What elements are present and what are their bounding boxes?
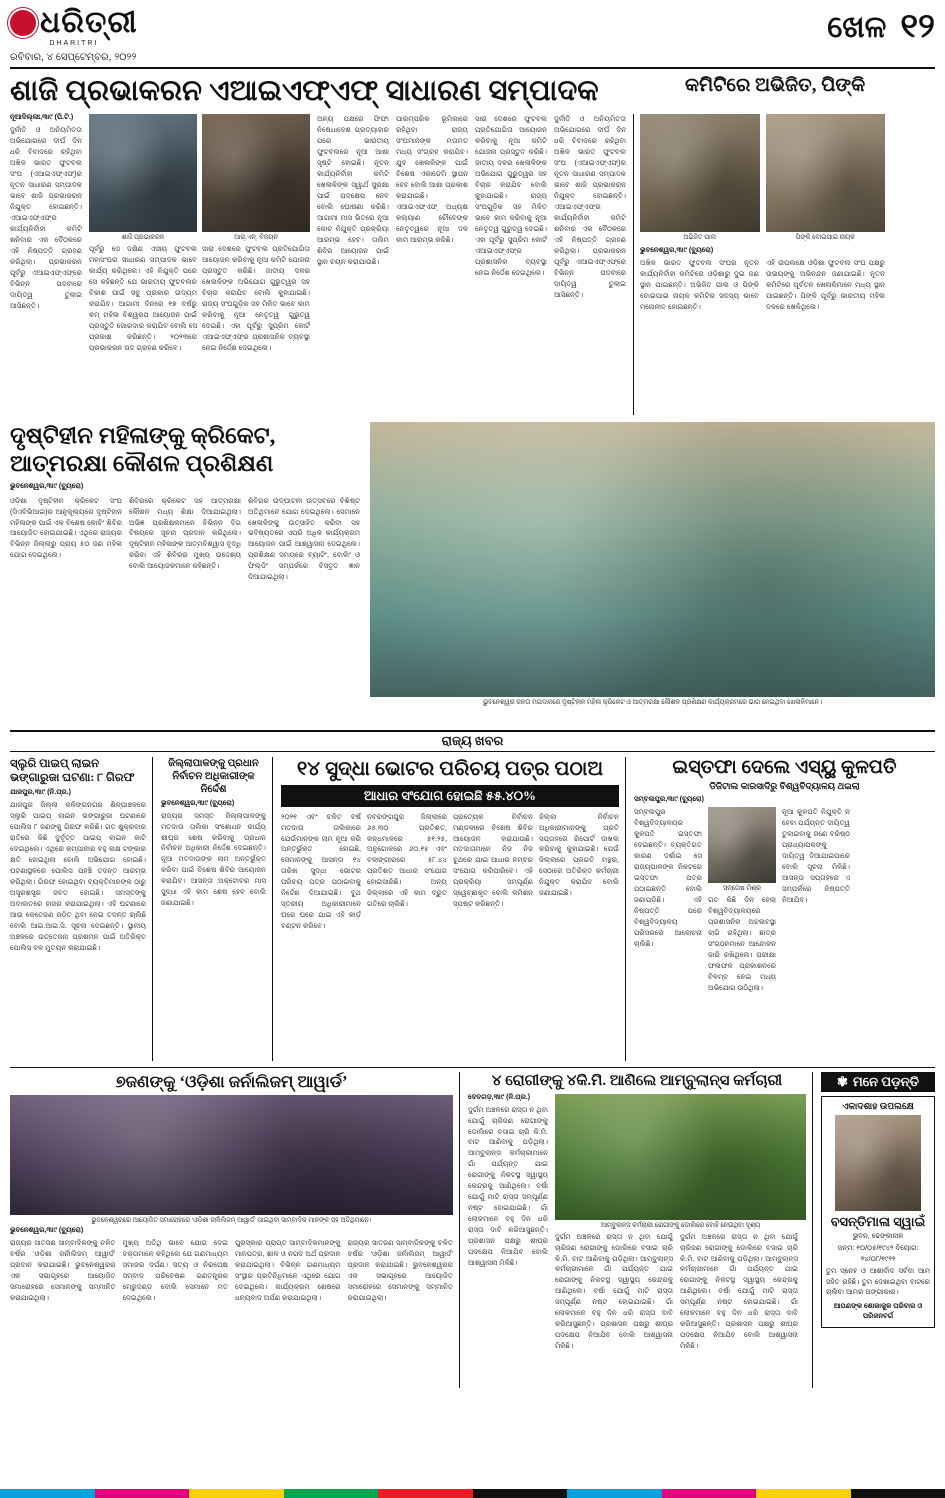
vc-resign-story — [634, 757, 935, 1061]
logo-subtitle: DHARITRI — [49, 40, 99, 47]
ambulance-headline: ୪ ରୋଗୀଙ୍କୁ ୪କି.ମି. ଆଣିଲେ ଆମ୍ବୁଲାନ୍ସ କର୍ମଚାରୀ — [491, 1072, 783, 1089]
cricket-text-2: ଶିବିରର ଉଦ୍‌ଘାଟନୀ ଉତ୍ସବରେ ବିଶିଷ୍ଟ ଅତିଥିମାନେ ଯୋଗ ଦେଇଥିଲେ। ସେମାନେ ଖେଳାଳିଙ୍କୁ ଉତ୍ସାହିତ କରିବା ସହ ଭବିଷ୍ୟତରେ ଏପରି ଅଧିକ କାର୍ଯ୍ୟକ୍ରମ ଆୟୋଜନ ପାଇଁ ଆଶ୍ୱାସନା ଦେଇଥିଲେ। ପ୍ରଶିକ୍ଷଣ ସମୟରେ ବ୍ୟାଟିଂ, ବୋଲିଂ ଓ ଫିଲ୍ଡିଂ ସମ୍ପର୍କରେ ବିସ୍ତୃତ ଜ୍ଞାନ ଦିଆଯାଇଥିଲା। — [248, 496, 360, 582]
photo-caption-2: ଆର୍‌.ଏନ୍‌. ବିଜୟନ — [234, 234, 278, 242]
collector-byline: ଭୁବନେଶ୍ୱର,୩ା୯ (ବ୍ୟୁରୋ) — [161, 799, 235, 807]
obit-place: ଭୁବନ, ଢେଙ୍କାନାଳ — [852, 1232, 904, 1240]
slurry-byline: ଯାଜପୁର,୩ା୯ (ନି.ପ୍ର.) — [10, 789, 72, 797]
voter-text-1: ନବରଙ୍ଗପୁର ଜିଲ୍ଲାରେ ୬୫.୩୦ ପ୍ରତିଶତ, କନ୍ଧମାଳରେ ୫୧.୨୫, ଅନୁଗୋଳରେ ୬୦.୧୫ ଏବଂ ବଲାଙ୍ଗୀରରେ ୫୮.୪୪ ପ୍ରତିଶତ ଆଧାର ସଂଯୋଗ ହୋଇସାରିଛି। ଅନ୍ୟ ଜିଲ୍ଲାରେ ଏହି କାମ ଦ୍ରୁତ ଗତିରେ ଚାଲିଛି। — [367, 812, 447, 909]
obit-from: ଆପଣଙ୍କ ଶୋକାକୁଳ ପରିବାର ଓ ପରିଜନବର୍ଗ — [833, 1302, 923, 1321]
ambulance-photo-caption: ଆମ୍ବୁଲାନ୍ସ କର୍ମଚାରୀ ରୋଗୀଙ୍କୁ ଡୋଲିରେ ବୋହି ନେଉଥିବା ଦୃଶ୍ୟ — [600, 1221, 761, 1229]
committee-caption-2: ପିଙ୍କି ବୋଇପାଇ ନାୟକ — [795, 234, 855, 242]
ambulance-text-1: ଦୁର୍ଗମ ଅଞ୍ଚଳରେ ରାସ୍ତା ନ ଥିବା ଯୋଗୁଁ ଚାରିଜଣ ରୋଗୀଙ୍କୁ ଡୋଲିରେ ବସାଇ ଚାରି କି.ମି. ବାଟ ଆଣିବାକୁ ପଡ଼ିଥିଲା। ଆମ୍ବୁଲାନ୍ସ କର୍ମଚାରୀମାନେ ଗାଁ ପର୍ଯ୍ୟନ୍ତ ଯାଇ ରୋଗୀଙ୍କୁ ନିକଟସ୍ଥ ସ୍ୱାସ୍ଥ୍ୟ କେନ୍ଦ୍ରକୁ ଆଣିଥିଲେ। ବର୍ଷା ଯୋଗୁଁ ମାଟି ରାସ୍ତା ସମ୍ପୂର୍ଣ୍ଣ ନଷ୍ଟ ହୋଇଯାଇଛି। ଗାଁ ଲୋକମାନେ ବହୁ ଦିନ ଧରି ରାସ୍ତା ଦାବି କରିଆସୁଛନ୍ତି। ପ୍ରଶାସନ ପକ୍ଷରୁ ଶୀଘ୍ର ପଦକ୍ଷେପ ନିଆଯିବ ବୋଲି ଆଶ୍ୱାସନା ମିଳିଛି। — [555, 1232, 673, 1351]
dateline: ରବିବାର, ୪ ସେପ୍ଟେମ୍ବର, ୨୦୨୨ — [10, 52, 137, 63]
committee-text-0: ଅଖିଳ ଭାରତ ଫୁଟବଲ ସଂଘର ନୂତନ କାର୍ଯ୍ୟନିର୍ବାହୀ କମିଟିରେ ଓଡ଼ିଶାରୁ ଦୁଇ ଜଣ ସ୍ଥାନ ପାଇଛନ୍ତି। ଅଭିଜିତ ପାଲ ଓ ପିଙ୍କି ବୋଇପାଇ ନାୟକ କମିଟିର ସଦସ୍ୟ ଭାବେ ମନୋନୀତ ହୋଇଛନ୍ତି। — [640, 259, 759, 312]
top-photo-2-wrap — [202, 114, 310, 415]
photo-abhijit-pal — [640, 114, 760, 232]
registration-color-bar — [0, 1489, 945, 1498]
vc-photo-caption: ସନ୍ତୋଷ ମିଶ୍ର — [723, 885, 761, 893]
voter-text-2: ପ୍ରତ୍ୟେକ ନିର୍ବାଚନ ମଣ୍ଡଳୀରେ ବିଶେଷ ଶିବିର ଆୟୋଜନ କରାଯାଉଛି। ମତଦାତାମାନେ ନିଜ ନିଜ ବୁଥରେ ଯାଇ ଆଧାର ନମ୍ବର ସଂଯୋଗ କରିପାରିବେ। ଏହି ପ୍ରକ୍ରିୟା ସମ୍ପୂର୍ଣ୍ଣ ସ୍ୱେଚ୍ଛାକୃତ ବୋଲି କମିଶନ ସ୍ପଷ୍ଟ କରିଛନ୍ତି। — [453, 812, 533, 909]
vc-text-2: ନୂଆ କୁଳପତି ନିଯୁକ୍ତି ନ ହେବା ପର୍ଯ୍ୟନ୍ତ ଦାୟିତ୍ୱ ତୁଲାଇବାକୁ ଜଣେ ବରିଷ୍ଠ ପ୍ରାଧ୍ୟାପକଙ୍କୁ ଦାୟିତ୍ୱ ଦିଆଯାଇପାରେ ବୋଲି ସୂଚନା ମିଳିଛି। ଆସନ୍ତା ସପ୍ତାହରେ ଏ ସମ୍ପର୍କରେ ନିଷ୍ପତ୍ତି ନିଆଯିବ। — [782, 808, 850, 905]
vc-text-1: ଗତ କିଛି ଦିନ ହେଲା ବିଶ୍ୱବିଦ୍ୟାଳୟରେ ପ୍ରଶାସନିକ ଅଚଳାବସ୍ଥା ଲାଗି ରହିଥିଲା। ଛାତ୍ର ସଂଗଠନମାନେ ଆନ୍ଦୋଳନ ଜାରି ରଖିଥିଲେ। ପରୀକ୍ଷା ଫଳାଫଳ ପ୍ରକାଶନରେ ବିଳମ୍ବ ନେଇ ମଧ୍ୟ ଅଭିଯୋଗ ଉଠିଥିଲା। — [708, 896, 776, 993]
vc-text-0: ସମ୍ବଲପୁର ବିଶ୍ୱବିଦ୍ୟାଳୟର କୁଳପତି ଇସ୍ତଫା ଦେଇଛନ୍ତି। ବ୍ୟକ୍ତିଗତ କାରଣ ଦର୍ଶାଇ ସେ ରାଜ୍ୟପାଳଙ୍କ ନିକଟରେ ଇସ୍ତଫା ପତ୍ର ପଠାଇଛନ୍ତି ବୋଲି ଜଣାପଡ଼ିଛି। ଏହି ନିଷ୍ପତ୍ତି ପରେ ବିଶ୍ୱବିଦ୍ୟାଳୟ ପରିସରରେ ଆଲୋଚନା ଚାଲିଛି। — [634, 808, 702, 949]
section-name: ଖେଳ — [827, 11, 887, 44]
mane-padanti-label: ମନେ ପଡ଼ନ୍ତି — [852, 1073, 919, 1089]
obit-verse: ତୁମ ସ୍ନେହ ଓ ଆଶୀର୍ବାଦ ସର୍ବଦା ଆମ ସହିତ ରହିଛି। ତୁମ ଦେଖାଇଥିବା ବାଟରେ ଚାଲିବା ଆମର ଅଙ୍ଗୀକାର। — [826, 1268, 930, 1297]
top-story-area — [10, 114, 935, 415]
vc-resign-headline: ଇସ୍ତଫା ଦେଲେ ଏସ୍‌ୟୁ କୁଳପତି — [672, 756, 897, 778]
photo-pinky-bipai-nayak — [766, 114, 886, 232]
award-text-3: ରାଜ୍ୟର ସାତଜଣ ସାମ୍ବାଦିକଙ୍କୁ ଚଳିତ ବର୍ଷର ‘ଓଡ଼ିଶା ଜର୍ନାଲିଜମ୍ ଆୱାର୍ଡ’ ପ୍ରଦାନ କରାଯାଇଛି। ଭୁବନେଶ୍ୱରର ଏକ ସଭାଗୃହରେ ଆୟୋଜିତ ସମାରୋହରେ ସେମାନଙ୍କୁ ସମ୍ମାନିତ କରାଯାଇଥିଲା। — [347, 1239, 453, 1303]
photo-rn-bijayan — [202, 114, 310, 232]
committee-byline: ଭୁବନେଶ୍ୱର,୩ା୯ (ବ୍ୟୁରୋ) — [640, 247, 714, 255]
cricket-text-1: ଶିବିରରେ କ୍ରିକେଟ ସହ ଆତ୍ମରକ୍ଷା କୌଶଳ ମଧ୍ୟ ଶିକ୍ଷା ଦିଆଯାଇଥିଲା। ଅଭିଜ୍ଞ ପ୍ରଶିକ୍ଷକମାନେ ବିଭିନ୍ନ ଦିଗ ବିଷୟରେ ସୂଚନା ପ୍ରଦାନ କରିଥିଲେ। ଦୃଷ୍ଟିହୀନ ମହିଳାଙ୍କ ଆତ୍ମବିଶ୍ୱାସ ବୃଦ୍ଧି କରିବା ଏହି ଶିବିରର ମୁଖ୍ୟ ଉଦ୍ଦେଶ୍ୟ ବୋଲି ଆୟୋଜକମାନେ କହିଛନ୍ତି। — [129, 496, 241, 571]
top-photo-pair — [89, 114, 310, 415]
ambulance-text-2: ଦୁର୍ଗମ ଅଞ୍ଚଳରେ ରାସ୍ତା ନ ଥିବା ଯୋଗୁଁ ଚାରିଜଣ ରୋଗୀଙ୍କୁ ଡୋଲିରେ ବସାଇ ଚାରି କି.ମି. ବାଟ ଆଣିବାକୁ ପଡ଼ିଥିଲା। ଆମ୍ବୁଲାନ୍ସ କର୍ମଚାରୀମାନେ ଗାଁ ପର୍ଯ୍ୟନ୍ତ ଯାଇ ରୋଗୀଙ୍କୁ ନିକଟସ୍ଥ ସ୍ୱାସ୍ଥ୍ୟ କେନ୍ଦ୍ରକୁ ଆଣିଥିଲେ। ବର୍ଷା ଯୋଗୁଁ ମାଟି ରାସ୍ତା ସମ୍ପୂର୍ଣ୍ଣ ନଷ୍ଟ ହୋଇଯାଇଛି। ଗାଁ ଲୋକମାନେ ବହୁ ଦିନ ଧରି ରାସ୍ତା ଦାବି କରିଆସୁଛନ୍ତି। ପ୍ରଶାସନ ପକ୍ଷରୁ ଶୀଘ୍ର ପଦକ୍ଷେପ ନିଆଯିବ ବୋଲି ଆଶ୍ୱାସନା ମିଳିଛି। — [680, 1232, 798, 1351]
voter-id-headline: ୧୪ ସୁଦ୍ଧା ଭୋଟର ପରିଚୟ ପତ୍ର ପଠାଅ — [296, 757, 604, 780]
cricket-story — [10, 422, 935, 723]
voter-id-columns — [281, 812, 619, 1027]
cricket-photo-caption: ଭୁବନେଶ୍ୱର ଜନତା ମଇଦାନରେ ଦୃଷ୍ଟିହୀନ ମହିଳା କ୍ରିକେଟ ଓ ଆତ୍ମରକ୍ଷା କୌଶଳ ପ୍ରଶିକ୍ଷଣ କାର୍ଯ୍ୟକ୍ରମରେ ଭାଗ ନେଇଥିବା ଖେଳାଳିମାନେ। — [483, 699, 822, 707]
logo-title: ଧରିତ୍ରୀ — [40, 6, 138, 39]
cricket-columns — [10, 496, 362, 724]
logo — [10, 8, 138, 63]
vc-resign-byline: ସମ୍ବଲପୁର,୩ା୯ (ବ୍ୟୁରୋ) — [634, 796, 704, 804]
award-text-1: ମୁଖ୍ୟ ଅତିଥି ଭାବେ ଯୋଗ ଦେଇ ବକ୍ତାମାନେ କହିଥିଲେ ଯେ ଗଣମାଧ୍ୟମ ସମାଜର ଦର୍ପଣ। ସତ୍ୟ ଓ ନିରପେକ୍ଷ ସମ୍ବାଦ ପରିବେଷଣ ଗଣତନ୍ତ୍ରର ମେରୁଦଣ୍ଡ ବୋଲି ସେମାନେ ମତ ଦେଇଥିଲେ। — [122, 1239, 228, 1303]
obituary-card — [821, 1096, 935, 1328]
collector-text: ରାଜ୍ୟର ସମସ୍ତ ଜିଲ୍ଲାପାଳଙ୍କୁ ମତଦାତା ତାଲିକା ସଂଶୋଧନ କାର୍ଯ୍ୟ ଶୀଘ୍ର ଶେଷ କରିବାକୁ ପ୍ରଧାନ ନିର୍ବାଚନ ଅଧିକାରୀ ନିର୍ଦ୍ଦେଶ ଦେଇଛନ୍ତି। ନୂଆ ମତଦାତାଙ୍କ ନାମ ଅନ୍ତର୍ଭୁକ୍ତ କରିବା ପାଇଁ ବିଶେଷ ଶିବିର ଆୟୋଜନ କରାଯିବ। ଆସନ୍ତା ଅକ୍ଟୋବର ମାସ ସୁଦ୍ଧା ଏହି କାମ ଶେଷ ହେବ ବୋଲି ଜଣାଯାଇଛି। — [161, 811, 266, 908]
slurry-story — [10, 757, 153, 1061]
slurry-headline: ସ୍ଲୁରି ପାଇପ୍‌ ଲାଇନ ଭଙ୍ଗାରୁଜା ଘଟଣା: ୮ ଗିରଫ — [10, 757, 135, 784]
photo-deceased — [835, 1115, 921, 1211]
cricket-headline: ଦୃଷ୍ଟିହୀନ ମହିଳାଙ୍କୁ କ୍ରିକେଟ, ଆତ୍ମରକ୍ଷା କୌଶଳ ପ୍ରଶିକ୍ଷଣ — [10, 423, 276, 476]
top-col-0 — [10, 114, 82, 415]
top-col-5 — [475, 114, 547, 415]
committee-story — [633, 114, 885, 415]
top-text-0: ଦୁର୍ନୀତି ଓ ଅନିୟମିତତା ଅଭିଯୋଗରେ ଦୀର୍ଘ ଦିନ ଧରି ବିବାଦରେ ରହିଥିବା ଅଖିଳ ଭାରତ ଫୁଟବଲ ସଂଘ (ଏଆଇଏଫ୍‌ଏଫ୍‌)ର ନୂତନ ସାଧାରଣ ସମ୍ପାଦକ ଭାବେ ଶାଜି ପ୍ରଭାକରନ ନିଯୁକ୍ତ ହୋଇଛନ୍ତି। ଏଆଇଏଫ୍‌ଏଫ୍‌ର କାର୍ଯ୍ୟନିର୍ବାହୀ କମିଟି ଶନିବାର ଏକ ବୈଠକରେ ଏହି ନିଷ୍ପତ୍ତି ଗ୍ରହଣ କରିଥିଲା। ପ୍ରଭାକରନ ପୂର୍ବରୁ ଏଆଇଏଫ୍‌ଏଫ୍‌ରେ ବିଭିନ୍ନ ପଦବୀରେ ଦାୟିତ୍ୱ ତୁଲାଇ ଆସିଛନ୍ତି। — [10, 126, 82, 311]
award-photo-caption: ଭୁବନେଶ୍ୱରରେ ଆୟୋଜିତ ସମାରୋହରେ ‘ଓଡ଼ିଶା ଜର୍ନାଲିଜମ୍ ଆୱାର୍ଡ’ ପାଇଥିବା ସାମ୍ବାଦିକ ମାନଙ୍କ ସହ ଅତିଥିମାନେ। — [91, 1217, 372, 1225]
voter-text-0: ୨୦୨୧ ଏବଂ ଚଳିତ ବର୍ଷ ମତଦାତା ତାଲିକାରେ ଯେଉଁମାନଙ୍କ ନାମ ନୂଆ କରି ଅନ୍ତର୍ଭୁକ୍ତ ହୋଇଛି, ସେମାନଙ୍କୁ ଆସନ୍ତା ୧୪ ତାରିଖ ସୁଦ୍ଧା ଭୋଟର ପରିଚୟ ପତ୍ର ପଠାଇବାକୁ ନିର୍ଦ୍ଦେଶ ଦିଆଯାଇଛି। ବୁଥ ସ୍ତରୀୟ ଅଧିକାରୀମାନେ ଘରେ ଘରେ ଯାଇ ଏହି କାର୍ଡ଼ ବଣ୍ଟନ କରିବେ। — [281, 812, 361, 931]
vc-resign-subhead: ଡିଜିଟାଲ କାରସାଦିରୁ ବିଶ୍ୱବିଦ୍ୟାଳୟ ଥଇଲା — [709, 781, 860, 792]
sun-icon — [10, 10, 36, 36]
ambulance-byline: ଦେବଗଡ଼,୩ା୯ (ନି.ପ୍ର.) — [468, 1093, 531, 1101]
award-byline: ଭୁବନେଶ୍ୱର,୩ା୯ (ବ୍ୟୁରୋ) — [10, 1227, 84, 1235]
top-col-6 — [554, 114, 626, 415]
top-col-4 — [396, 114, 468, 415]
cricket-left — [10, 422, 362, 723]
top-story-headline: ଶାଜି ପ୍ରଭାକରନ ଏଆଇଏଫ୍‌ଏଫ୍‌ ସାଧାରଣ ସମ୍ପାଦକ — [10, 75, 599, 107]
slurry-text: ଯାଜପୁର ଜିଲ୍ଲା କଳିଙ୍ଗନଗର ଶିଳ୍ପାଞ୍ଚଳରେ ସ୍ଲୁରି ପାଇପ୍‌ ଲାଇନ ଭଙ୍ଗାରୁଜା ଘଟଣାରେ ପୋଲିସ ୮ ଜଣଙ୍କୁ ଗିରଫ କରିଛି। ଗତ ଶୁକ୍ରବାର ରାତିରେ କିଛି ଦୁର୍ବୃତ୍ତ ପାଇପ୍‌ ଲାଇନ କାଟି ଦେଇଥିଲେ। ଏଥିରେ କମ୍ପାନୀର ବହୁ ଲକ୍ଷ ଟଙ୍କାର କ୍ଷତି ହୋଇଥିଲା ବୋଲି ଅଭିଯୋଗ ହୋଇଛି। ଘଟଣାସ୍ଥଳରେ ପୋଲିସ ପହଞ୍ଚି ତଦନ୍ତ ଆରମ୍ଭ କରିଥିଲା। ଗିରଫ ହୋଇଥିବା ବ୍ୟକ୍ତିମାନଙ୍କ ଠାରୁ ଅସ୍ତ୍ରଶସ୍ତ୍ର ଜବତ ହୋଇଛି। ସମସ୍ତଙ୍କୁ ଅଦାଲତରେ ହାଜର କରାଯାଇଥିଲା। ଏହି ଘଟଣାରେ ଆଉ କେତେଜଣ ଜଡ଼ିତ ଥିବା ନେଇ ତଦନ୍ତ ଚାଲିଛି ବୋଲି ଆଇ.ଆଇ.ସି. ସୂଚନା ଦେଇଛନ୍ତି। ସ୍ଥାନୀୟ ଅଞ୍ଚଳରେ ଉତ୍ତେଜନା ପ୍ରଶମନ ପାଇଁ ଅତିରିକ୍ତ ପୋଲିସ ବଳ ମୁତୟନ କରାଯାଇଛି। — [10, 801, 146, 953]
collector-directive-story — [161, 757, 273, 1061]
committee-caption-1: ଅଭିଜିତ ପାଲ — [683, 234, 717, 242]
journalism-award-story — [10, 1072, 460, 1389]
ambulance-text-0: ଦୁର୍ଗମ ଅଞ୍ଚଳରେ ରାସ୍ତା ନ ଥିବା ଯୋଗୁଁ ଚାରିଜଣ ରୋଗୀଙ୍କୁ ଡୋଲିରେ ବସାଇ ଚାରି କି.ମି. ବାଟ ଆଣିବାକୁ ପଡ଼ିଥିଲା। ଆମ୍ବୁଲାନ୍ସ କର୍ମଚାରୀମାନେ ଗାଁ ପର୍ଯ୍ୟନ୍ତ ଯାଇ ରୋଗୀଙ୍କୁ ନିକଟସ୍ଥ ସ୍ୱାସ୍ଥ୍ୟ କେନ୍ଦ୍ରକୁ ଆଣିଥିଲେ। ବର୍ଷା ଯୋଗୁଁ ମାଟି ରାସ୍ତା ସମ୍ପୂର୍ଣ୍ଣ ନଷ୍ଟ ହୋଇଯାଇଛି। ଗାଁ ଲୋକମାନେ ବହୁ ଦିନ ଧରି ରାସ୍ତା ଦାବି କରିଆସୁଛନ୍ତି। ପ୍ରଶାସନ ପକ୍ଷରୁ ଶୀଘ୍ର ପଦକ୍ଷେପ ନିଆଯିବ ବୋଲି ଆଶ୍ୱାସନା ମିଳିଛି। — [468, 1105, 548, 1268]
cricket-byline: ଭୁବନେଶ୍ୱର,୩ା୯ (ବ୍ୟୁରୋ) — [10, 482, 84, 490]
committee-photos — [640, 114, 885, 244]
obituary-column — [821, 1072, 935, 1389]
photo-santosh-mishra — [708, 807, 776, 883]
photo-caption-1: ଶାଜି ପ୍ରଭାକରନ — [121, 234, 165, 242]
top-text-3: ଅନ୍ୟ ପକ୍ଷରେ ଫିଫା ନିଷେଧାଦେଶ ପ୍ରତ୍ୟାହାର ପରେ ଭାରତୀୟ ଫୁଟବଲରେ ନୂଆ ଆଶା ସୃଷ୍ଟି ହୋଇଛି। ନୂତନ କାର୍ଯ୍ୟନିର୍ବାହୀ କମିଟି ଖେଳାଳିଙ୍କ ସ୍ୱାର୍ଥ ସୁରକ୍ଷା ପାଇଁ ପଦକ୍ଷେପ ନେବ ବୋଲି ଘୋଷଣା କରିଛି। ଆଗାମୀ ମାସ ଭିତରେ ନୂଆ କୋଚ ନିଯୁକ୍ତି ପ୍ରକ୍ରିୟା ଆରମ୍ଭ ହେବ। ତାଲିମ ଶିବିର ଆୟୋଜନ ପାଇଁ ସ୍ଥାନ ଚୟନ କରାଯାଉଛି। — [317, 115, 389, 267]
top-text-6: ଦୁର୍ନୀତି ଓ ଅନିୟମିତତା ଅଭିଯୋଗରେ ଦୀର୍ଘ ଦିନ ଧରି ବିବାଦରେ ରହିଥିବା ଅଖିଳ ଭାରତ ଫୁଟବଲ ସଂଘ (ଏଆଇଏଫ୍‌ଏଫ୍‌)ର ନୂତନ ସାଧାରଣ ସମ୍ପାଦକ ଭାବେ ଶାଜି ପ୍ରଭାକରନ ନିଯୁକ୍ତ ହୋଇଛନ୍ତି। ଏଆଇଏଫ୍‌ଏଫ୍‌ର କାର୍ଯ୍ୟନିର୍ବାହୀ କମିଟି ଶନିବାର ଏକ ବୈଠକରେ ଏହି ନିଷ୍ପତ୍ତି ଗ୍ରହଣ କରିଥିଲା। ପ୍ରଭାକରନ ପୂର୍ବରୁ ଏଆଇଏଫ୍‌ଏଫ୍‌ରେ ବିଭିନ୍ନ ପଦବୀରେ ଦାୟିତ୍ୱ ତୁଲାଇ ଆସିଛନ୍ତି। — [554, 115, 626, 300]
cricket-right — [370, 422, 935, 723]
committee-text-1: ଏହି ଉପଲକ୍ଷେ ଓଡ଼ିଶା ଫୁଟବଲ ସଂଘ ପକ୍ଷରୁ ଉଭୟଙ୍କୁ ଅଭିନନ୍ଦନ ଜଣାଯାଇଛି। ନୂତନ କମିଟିରେ ପୂର୍ବତନ ଖେଳାଳିମାନେ ମଧ୍ୟ ସ୍ଥାନ ପାଇଛନ୍ତି। ପିଙ୍କି ପୂର୍ବରୁ ଭାରତୀୟ ମହିଳା ଦଳରେ ଖେଳିଥିଲେ। — [766, 259, 885, 312]
state-news-section — [10, 757, 935, 1061]
page-number: ୧୨ — [900, 8, 935, 45]
top-text-2: ସାରା ଦେଶରେ ଫୁଟବଲ ପ୍ରତିଯୋଗିତା ଆୟୋଜନ କରିବାକୁ ନୂଆ କମିଟି ଯୋଜନା ପ୍ରସ୍ତୁତ କରିଛି। ଜାତୀୟ ଦଳର ଖେଳାଳିଙ୍କ ଅଭିଯୋଗ ଗୁରୁତ୍ୱର ସହ ବିଚାର କରାଯିବ ବୋଲି କୁହାଯାଇଛି। ରାଜ୍ୟ ସଂଘଗୁଡ଼ିକ ସହ ମିଳିତ ଭାବେ କାମ କରିବାକୁ ନୂଆ ନେତୃତ୍ୱ ଗୁରୁତ୍ୱ ଦେଇଛି। ଏହା ପୂର୍ବରୁ ସୁପ୍ରିମ କୋର୍ଟ ଏଆଇଏଫ୍‌ଏଫ୍‌ର ପ୍ରଶାସନିକ ବ୍ୟବସ୍ଥା ନେଇ ନିର୍ଦ୍ଦେଶ ଦେଇଥିଲେ। — [202, 245, 310, 353]
flower-icon: ✾ — [837, 1073, 848, 1089]
masthead — [10, 8, 935, 69]
committee-photo-1-wrap — [640, 114, 760, 244]
obit-occasion: ଏକାଦଶାହ ଉପଲକ୍ଷେ — [842, 1100, 914, 1111]
state-news-bar: ରାଜ୍ୟ ଖବର — [10, 730, 935, 752]
photo-award-ceremony — [10, 1095, 453, 1215]
photo-coaching-camp — [370, 422, 935, 697]
voter-id-story — [281, 757, 626, 1061]
photo-ambulance-staff — [555, 1094, 806, 1220]
top-col-3 — [317, 114, 389, 415]
award-text-2: ପୁରସ୍କାର ପ୍ରାପ୍ତ ସାମ୍ବାଦିକମାନଙ୍କୁ ମାନପତ୍ର, ଶାଳ ଓ ନଗଦ ଅର୍ଥ ପ୍ରଦାନ କରାଯାଇଥିଲା। ବିଭିନ୍ନ ଗଣମାଧ୍ୟମ ସଂସ୍ଥାର ପ୍ରତିନିଧିମାନେ ଏଥିରେ ଯୋଗ ଦେଇଥିଲେ। କାର୍ଯ୍ୟକ୍ରମ ଶେଷରେ ଧନ୍ୟବାଦ ଅର୍ପଣ କରାଯାଇଥିଲା। — [235, 1239, 341, 1303]
logo-mark — [10, 8, 138, 38]
award-text-0: ରାଜ୍ୟର ସାତଜଣ ସାମ୍ବାଦିକଙ୍କୁ ଚଳିତ ବର୍ଷର ‘ଓଡ଼ିଶା ଜର୍ନାଲିଜମ୍ ଆୱାର୍ଡ’ ପ୍ରଦାନ କରାଯାଇଛି। ଭୁବନେଶ୍ୱରର ଏକ ସଭାଗୃହରେ ଆୟୋଜିତ ସମାରୋହରେ ସେମାନଙ୍କୁ ସମ୍ମାନିତ କରାଯାଇଥିଲା। — [10, 1239, 116, 1303]
top-text-4: ପାରମ୍ପରିକ ଭୂମିକାରେ ରହିଥିବା ରାଜ୍ୟ ସଂଘମାନଙ୍କ ମତାମତ ମଧ୍ୟ ସଂଗ୍ରହ କରାଯିବ। ଯୁବ ଖେଳାଳିଙ୍କ ପାଇଁ ବିଶେଷ ଏକାଡେମି ସ୍ଥାପନ ହେବ ବୋଲି ଆଶା ପ୍ରକାଶ କରାଯାଇଛି। ଏଆଇଏଫ୍‌ଏଫ୍‌ ଅଧ୍ୟକ୍ଷ କଲ୍ୟାଣ ଚୌବେଙ୍କ ନେତୃତ୍ୱରେ ନୂଆ ଦଳ କାମ ଆରମ୍ଭ କରିଛି। — [396, 115, 468, 245]
photo-shaji-prabhakaran — [89, 114, 197, 232]
top-headline-row — [10, 75, 935, 108]
top-byline: ନୂଆଦିଲ୍ଲୀ,୩ା୯ (ପି.ଟି.) — [10, 114, 74, 122]
cricket-text-0: ଓଡ଼ିଶା ଦୃଷ୍ଟିହୀନ କ୍ରିକେଟ ସଂଘ (ସିଏବିଭିଆଇ)ର ଆନୁକୂଲ୍ୟରେ ଦୃଷ୍ଟିହୀନ ମହିଳାଙ୍କ ପାଇଁ ଏକ ବିଶେଷ କୋଚିଂ ଶିବିର ଆୟୋଜିତ ହୋଇଯାଇଛି। ଏଥିରେ ରାଜ୍ୟର ବିଭିନ୍ନ ଜିଲ୍ଲାରୁ ପ୍ରାୟ ୫୦ ଜଣ ମହିଳା ଯୋଗ ଦେଇଥିଲେ। — [10, 496, 122, 560]
obit-dates: ଜନ୍ମ: ୧୦/୦୫/୧୯୪୨ ବିୟୋଗ: ୨୪/୦୮/୧୯୨୨ — [837, 1245, 919, 1263]
committee-photo-2-wrap — [766, 114, 886, 244]
committee-headline: କମିଟିରେ ଅଭିଜିତ, ପିଙ୍କି — [685, 75, 866, 96]
award-headline: ୭ଜଣଙ୍କୁ ‘ଓଡ଼ିଶା ଜର୍ନାଲିଜମ୍‌ ଆୱାର୍ଡ’ — [115, 1071, 348, 1091]
bottom-section — [10, 1067, 935, 1389]
top-text-1: ପୂର୍ବରୁ ସେ ଦକ୍ଷିଣ ଏସୀୟ ଫୁଟବଲ ମହାସଂଘର ସାଧାରଣ ସମ୍ପାଦକ ଭାବେ କାର୍ଯ୍ୟ କରିଥିଲେ। ଏହି ନିଯୁକ୍ତି ପରେ ସେ କହିଛନ୍ତି ଯେ ଭାରତୀୟ ଫୁଟବଲର ବିକାଶ ପାଇଁ ସବୁ ପ୍ରକାର ଉଦ୍ୟମ କରାଯିବ। ଆଗାମୀ ଦିନରେ ୧୭ ବର୍ଷରୁ କମ୍ ମହିଳା ବିଶ୍ୱକପ ଆୟୋଜନ ପାଇଁ ପ୍ରସ୍ତୁତି ଜୋରଦାର କରାଯିବ ବୋଲି ସେ ପ୍ରକାଶ କରିଛନ୍ତି। ୨୦୨୩ରେ ପ୍ରଭାକରନ ପଦ ଗ୍ରହଣ କରିବେ। — [89, 245, 197, 353]
top-photo-1-wrap — [89, 114, 197, 415]
obit-name: ବସନ୍ତିମାଳା ସ୍ୱାଇଁ — [830, 1213, 926, 1229]
collector-headline: ଜିଲ୍ଲାପାଳଙ୍କୁ ପ୍ରଧାନ ନିର୍ବାଚନ ଅଧିକାରୀଙ୍କ ନିର୍ଦ୍ଦେଶ — [168, 757, 259, 795]
top-text-5: ସାରା ଦେଶରେ ଫୁଟବଲ ପ୍ରତିଯୋଗିତା ଆୟୋଜନ କରିବାକୁ ନୂଆ କମିଟି ଯୋଜନା ପ୍ରସ୍ତୁତ କରିଛି। ଜାତୀୟ ଦଳର ଖେଳାଳିଙ୍କ ଅଭିଯୋଗ ଗୁରୁତ୍ୱର ସହ ବିଚାର କରାଯିବ ବୋଲି କୁହାଯାଇଛି। ରାଜ୍ୟ ସଂଘଗୁଡ଼ିକ ସହ ମିଳିତ ଭାବେ କାମ କରିବାକୁ ନୂଆ ନେତୃତ୍ୱ ଗୁରୁତ୍ୱ ଦେଇଛି। ଏହା ପୂର୍ବରୁ ସୁପ୍ରିମ କୋର୍ଟ ଏଆଇଏଫ୍‌ଏଫ୍‌ର ପ୍ରଶାସନିକ ବ୍ୟବସ୍ଥା ନେଇ ନିର୍ଦ୍ଦେଶ ଦେଇଥିଲେ। — [475, 115, 547, 278]
ambulance-story — [468, 1072, 813, 1389]
voter-text-3: ଜିଲ୍ଲା ନିର୍ବାଚନ ଅଧିକାରୀମାନଙ୍କୁ ପ୍ରତି ସପ୍ତାହରେ ରିପୋର୍ଟ ଦାଖଲ କରିବାକୁ କୁହାଯାଇଛି। ଯେଉଁ ଜିଲ୍ଲାରେ ପ୍ରଗତି ମନ୍ଥର, ସେଠାରେ ଅତିରିକ୍ତ କର୍ମଚାରୀ ନିଯୁକ୍ତ କରାଯିବ ବୋଲି ଜଣାଯାଇଛି। — [539, 812, 619, 898]
mane-padanti-title — [821, 1072, 935, 1092]
aadhaar-band: ଆଧାର ସଂଯୋଗ ହୋଇଛି ୫୫.୪୦% — [281, 785, 619, 807]
section-header — [827, 8, 935, 46]
